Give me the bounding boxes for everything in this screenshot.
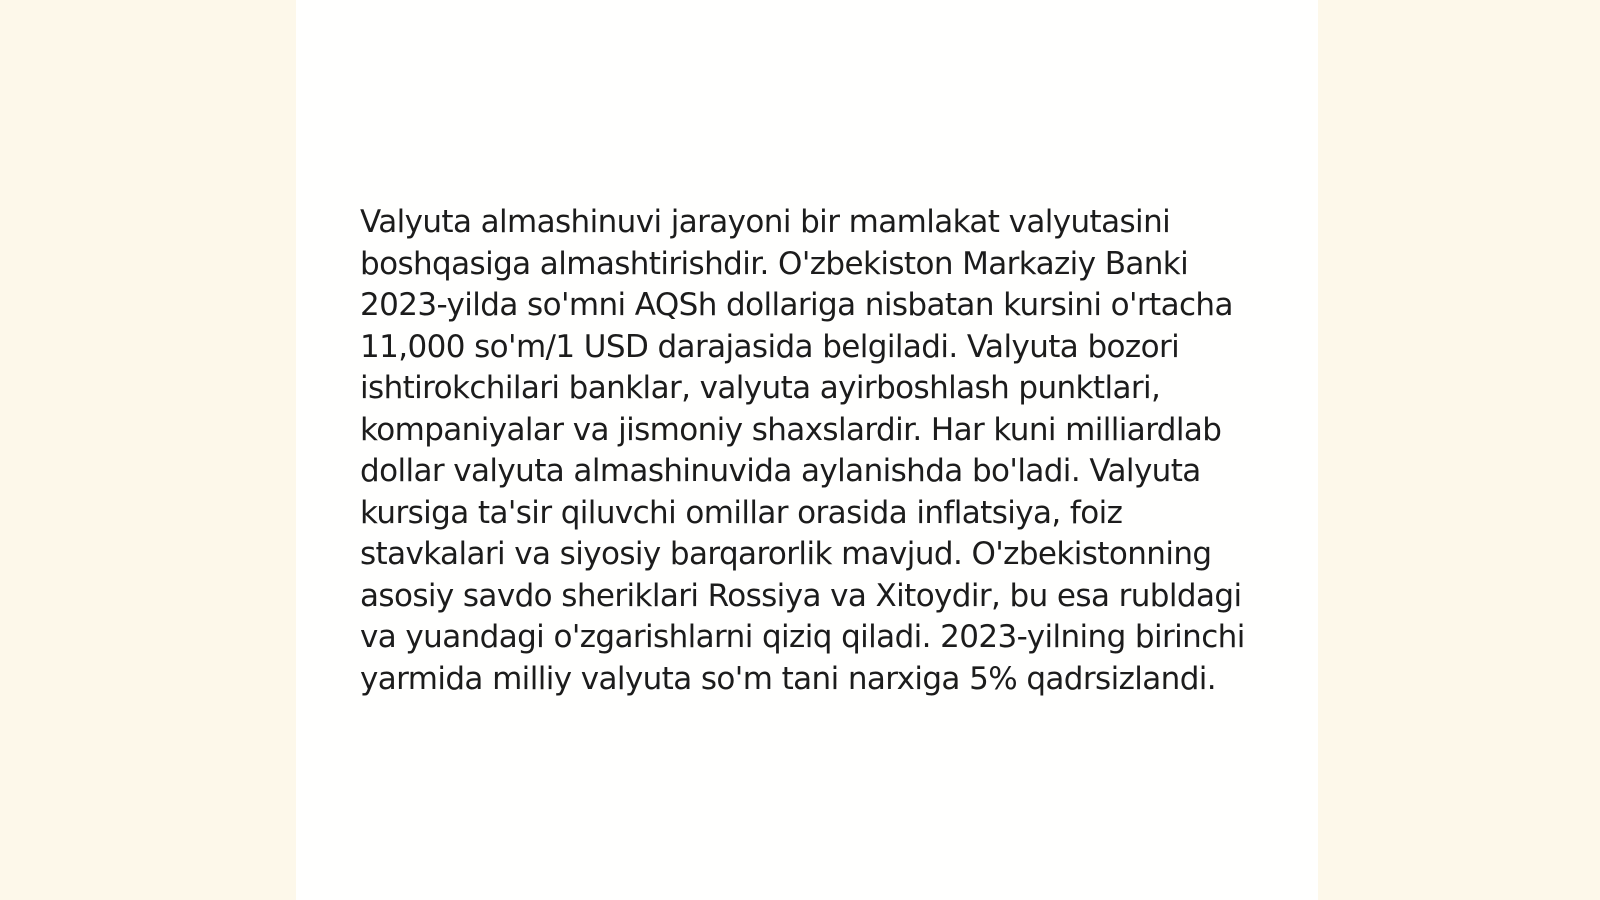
document-page (296, 0, 1318, 900)
body-paragraph: Valyuta almashinuvi jarayoni bir mamlakat valyutasini boshqasiga almashtirishdir. O'zbekiston Markaziy Banki 2023-yilda so'mni AQSh dollariga nisbatan kursini o'rtacha 11,000 so'm/1 USD darajasida belgiladi. Valyuta bozori ishtirokchilari banklar, valyuta ayirboshlash punktlari, kompaniyalar va jismoniy shaxslardir. Har kuni milliardlab dollar valyuta almashinuvida aylanishda bo'ladi. Valyuta kursiga ta'sir qiluvchi omillar orasida inflatsiya, foiz stavkalari va siyosiy barqarorlik mavjud. O'zbekistonning asosiy savdo sheriklari Rossiya va Xitoydir, bu esa rubldagi va yuandagi o'zgarishlarni qiziq qiladi. 2023-yilning birinchi yarmida milliy valyuta so'm tani narxiga 5% qadrsizlandi. (360, 204, 1245, 697)
